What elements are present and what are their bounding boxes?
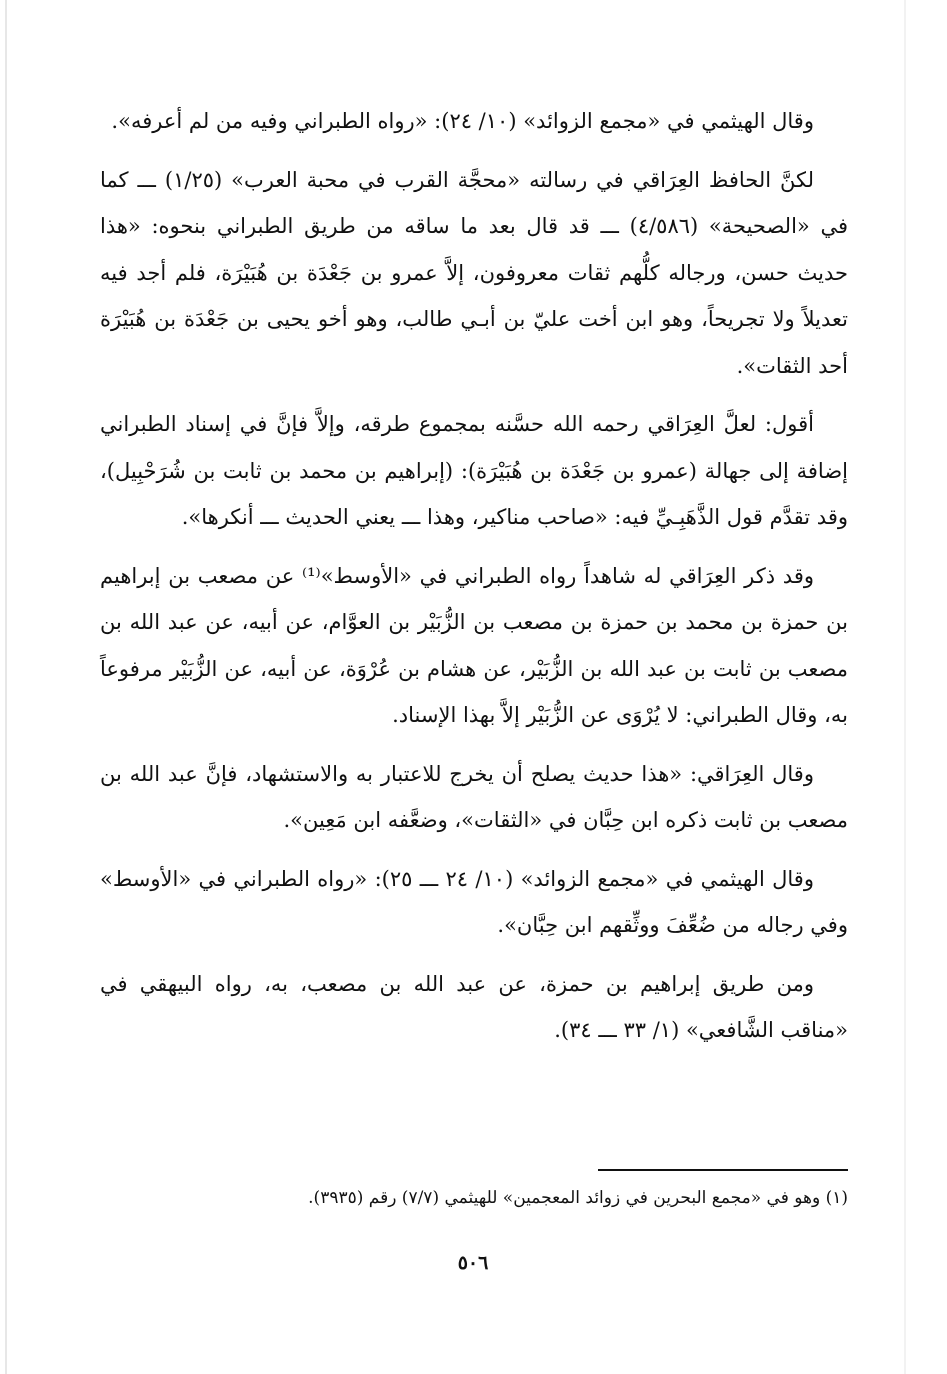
- footnote: (١) وهو في «مجمع البحرين في زوائد المعجمين» للهيثمي (٧/٧) رقم (٣٩٣٥).: [308, 1188, 848, 1208]
- paragraph-6: وقال الهيثمي في «مجمع الزوائد» (١٠/ ٢٤ ـــ ٢٥): «رواه الطبراني في «الأوسط» وفي رجاله من ضُعِّفَ ووثِّقهم ابن حِبَّان».: [100, 866, 848, 937]
- paragraph-4: وقد ذكر العِرَاقي له شاهداً رواه الطبراني في «الأوسط»⁽¹⁾ عن مصعب بن إبراهيم بن حمزة بن محمد بن حمزة بن مصعب بن الزُّبَيْر بن العوَّام، عن أبيه، عن عبد الله بن مصعب بن ثابت بن عبد الله بن الزُّبَيْر، عن هشام بن عُرْوَة، عن أبيه، عن الزُّبَيْر مرفوعاً به، وقال الطبراني: لا يُرْوَى عن الزُّبَيْر إلاَّ بهذا الإسناد.: [100, 563, 848, 727]
- paragraph-3: أقول: لعلَّ العِرَاقي رحمه الله حسَّنه بمجموع طرقه، وإلاَّ فإنَّ في إسناد الطبراني إضافة إلى جهالة (عمرو بن جَعْدَة بن هُبَيْرَة): (إبراهيم بن محمد بن ثابت بن شُرَحْبِيل)، وقد تقدَّم قول الذَّهَبِـيِّ فيه: «صاحب مناكير، وهذا ـــ يعني الحديث ـــ أنكرها».: [100, 412, 848, 529]
- paragraph-7: ومن طريق إبراهيم بن حمزة، عن عبد الله بن مصعب، به، رواه البيهقي في «مناقب الشَّافعي» (١/ ٣٣ ـــ ٣٤).: [100, 971, 848, 1042]
- page-number: ٥٠٦: [457, 1252, 489, 1274]
- paragraph-2: لكنَّ الحافظ العِرَاقي في رسالته «محجَّة القرب في محبة العرب» (١/٢٥) ـــ كما في «الصحيحة» (٤/٥٨٦) ـــ قد قال بعد ما ساقه من طريق الطبراني بنحوه: «هذا حديث حسن، ورجاله كلُّهم ثقات معروفون، إلاَّ عمرو بن جَعْدَة بن هُبَيْرَة، فلم أجد فيه تعديلاً ولا تجريحاً، وهو ابن أخت عليّ بن أبـي طالب، وهو أخو يحيى بن جَعْدَة بن هُبَيْرَة أحد الثقات».: [100, 167, 848, 378]
- paragraph-1: وقال الهيثمي في «مجمع الزوائد» (١٠/ ٢٤): «رواه الطبراني وفيه من لم أعرفه».: [111, 109, 814, 133]
- paragraph-5: وقال العِرَاقي: «هذا حديث يصلح أن يخرج للاعتبار به والاستشهاد، فإنَّ عبد الله بن مصعب بن ثابت ذكره ابن حِبَّان في «الثقات»، وضعَّفه ابن مَعِين».: [100, 761, 848, 832]
- footnote-separator: [598, 1169, 848, 1171]
- main-text: [100, 98, 848, 1054]
